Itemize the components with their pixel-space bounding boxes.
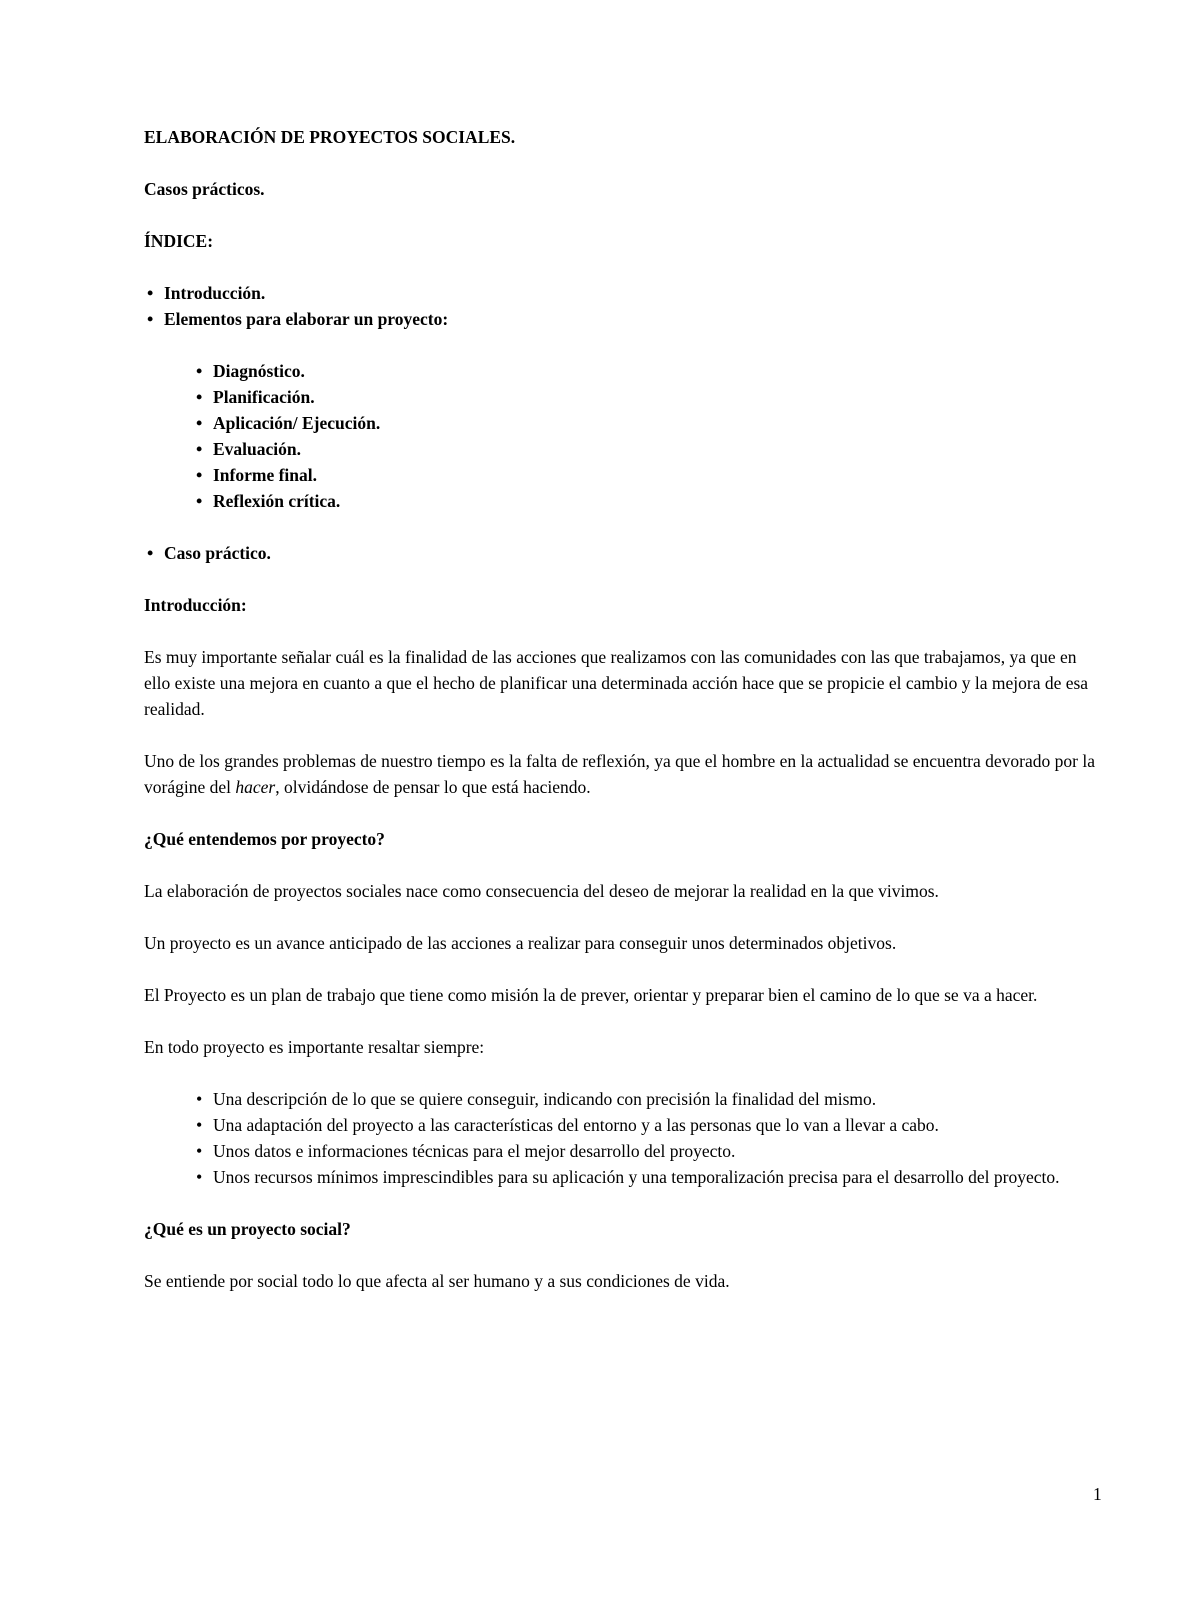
proyecto-heading: ¿Qué entendemos por proyecto? xyxy=(144,829,385,849)
index-subitem: • Evaluación. xyxy=(193,436,1104,462)
resaltar-item: • Unos recursos mínimos imprescindibles para su aplicación y una temporalización precisa para el desarrollo del proyecto. xyxy=(193,1164,1104,1190)
resaltar-item: • Una descripción de lo que se quiere conseguir, indicando con precisión la finalidad del mismo. xyxy=(193,1086,1104,1112)
social-paragraph-1: Se entiende por social todo lo que afecta al ser humano y a sus condiciones de vida. xyxy=(144,1271,730,1291)
proyecto-paragraph-4: En todo proyecto es importante resaltar siempre: xyxy=(144,1037,485,1057)
proyecto-paragraph-2: Un proyecto es un avance anticipado de las acciones a realizar para conseguir unos determinados objetivos. xyxy=(144,933,897,953)
proyecto-paragraph-1: La elaboración de proyectos sociales nace como consecuencia del deseo de mejorar la realidad en la que vivimos. xyxy=(144,881,939,901)
index-list xyxy=(144,280,1104,332)
resaltar-list xyxy=(193,1086,1104,1190)
index-subitem: • Aplicación/ Ejecución. xyxy=(193,410,1104,436)
index-item-caso-practico: • Caso práctico. xyxy=(144,540,1104,566)
index-subitem: • Reflexión crítica. xyxy=(193,488,1104,514)
intro-paragraph-2 xyxy=(144,748,1104,800)
document-page xyxy=(144,124,1104,1320)
intro-heading: Introducción: xyxy=(144,595,247,615)
index-subitem: • Diagnóstico. xyxy=(193,358,1104,384)
document-subtitle: Casos prácticos. xyxy=(144,179,265,199)
index-subitem: • Planificación. xyxy=(193,384,1104,410)
resaltar-item: • Una adaptación del proyecto a las características del entorno y a las personas que lo van a llevar a cabo. xyxy=(193,1112,1104,1138)
intro-paragraph-1: Es muy importante señalar cuál es la finalidad de las acciones que realizamos con las comunidades con las que trabajamos, ya que en ello existe una mejora en cuanto a que el hecho de planificar una determinada acción hace que se propicie el cambio y la mejora de esa realidad. xyxy=(144,647,1089,719)
index-subitem: • Informe final. xyxy=(193,462,1104,488)
social-heading: ¿Qué es un proyecto social? xyxy=(144,1219,351,1239)
index-item-introduccion: • Introducción. xyxy=(144,280,1104,306)
index-sublist xyxy=(193,358,1104,514)
index-heading: ÍNDICE: xyxy=(144,231,214,251)
resaltar-item: • Unos datos e informaciones técnicas para el mejor desarrollo del proyecto. xyxy=(193,1138,1104,1164)
document-title: ELABORACIÓN DE PROYECTOS SOCIALES. xyxy=(144,127,516,147)
intro-paragraph-2-end: , olvidándose de pensar lo que está haciendo. xyxy=(275,777,591,797)
proyecto-paragraph-3: El Proyecto es un plan de trabajo que tiene como misión la de prever, orientar y preparar bien el camino de lo que se va a hacer. xyxy=(144,985,1038,1005)
index-item-elementos: • Elementos para elaborar un proyecto: xyxy=(144,306,1104,332)
index-list-end xyxy=(144,540,1104,566)
intro-paragraph-2-emphasis: hacer xyxy=(235,777,276,797)
page-number: 1 xyxy=(1093,1484,1102,1504)
intro-paragraph-2-start: Uno de los grandes problemas de nuestro tiempo es la falta de reflexión, ya que el hombre en la actualidad se encuentra devorado por la vorágine del xyxy=(144,751,1095,797)
